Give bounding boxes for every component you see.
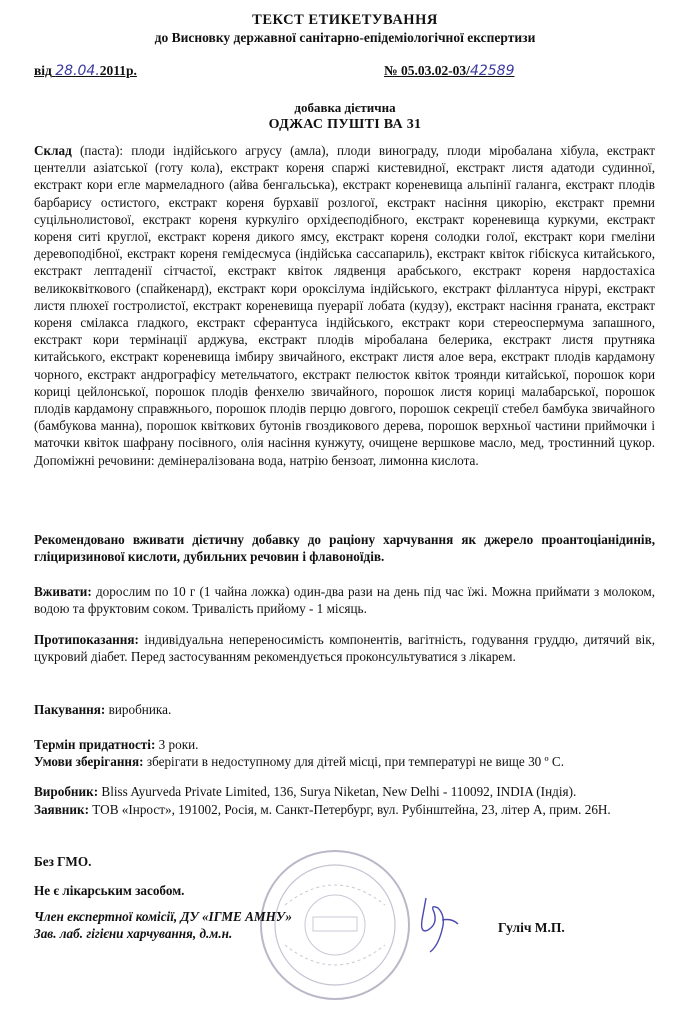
- usage-text: дорослим по 10 г (1 чайна ложка) один-два рази на день під час їжі. Можна приймати з молоком, водою та фруктовим соком. Тривалість прийому - 1 місяць.: [34, 584, 655, 617]
- product-name: ОДЖАС ПУШТІ ВА 31: [268, 117, 422, 132]
- date-prefix: від: [34, 63, 52, 78]
- producer-paragraph: [34, 783, 655, 800]
- not-drug-note: Не є лікарським засобом.: [34, 883, 185, 898]
- applicant-label: Заявник:: [34, 802, 89, 817]
- storage-label: Умови зберігання:: [34, 754, 144, 769]
- document-title: ТЕКСТ ЕТИКЕТУВАННЯ: [252, 12, 438, 28]
- signatory-position-1: Член експертної комісії, ДУ «ІГМЕ АМНУ»: [34, 909, 293, 924]
- packing-text: виробника.: [105, 702, 172, 717]
- conclusion-date: [34, 63, 137, 79]
- storage-paragraph: [34, 753, 655, 770]
- product-type: добавка дієтична: [294, 100, 396, 115]
- composition-text: (паста): плоди індійського агрусу (амла), плоди винограду, плоди міробалана хібула, екстракт центелли азіатської (готу кола), екстракт кореня спаржі кистевидної, екстракт листя адатоди судинної, екстракт кори егле мармеладного (айва бенгальська), екстракт кореневища альпінії галанга, екстракт плодів барбарису остистого, екстракт кореня бурхавії розлогої, екстракт насіння цикорію, екстракт премни суцільнолистової, екстракт кореня куркуліго орхідеєподібного, екстракт кореневища куркуми, екстракт кореня ситі круглої, екстракт кореня дикого ямсу, екстракт кореня солодки голої, екстракт кори гмеліни деревоподібної, екстракт кореня гемідесмуса (індійська сассапариль), екстракт квіток гібіскуса китайського, екстракт лептаденії сітчастої, екстракт квіток лядвенця арабського, екстракт кореня нардостахіса великоквіткового (спайкенард), екстракт кори ороксілума індійського, екстракт філлантуса нірурі, екстракт листя плюхеї гостролистої, екстракт кореневища пуерарії лобата (кудзу), екстракт насіння граната, екстракт кореня смілакса гладкого, екстракт сферантуса індійського, екстракт кори стереоспермума запашного, екстракт кори термінації арджува, екстракт плодів міробалана белерика, екстракт листя прутняка китайського, екстракт кореневища імбиру звичайного, екстракт листя алое вера, екстракт плодів кардамону чорного, екстракт андрографісу метельчатого, екстракт пелюсток квіток троянди китайської, порошок кори кориці цейлонської, порошок плодів фенхелю звичайного, порошок листя кориці малабарської, порошок плодів кардамону справжнього, порошок плодів перцю довгого, порошок секреції стебел бамбука звичайного (бамбукова манна), порошок квіткових бутонів гвоздикового дерева, порошок верхньої частини приймочки і маточки квіток шафрану посівного, олія насіння кунжуту, очищене вершкове масло, мед, тростинний цукор. Допоміжні речовини: демінералізована вода, натрію бензоат, лимонна кислота.: [34, 143, 655, 468]
- handwritten-date: 28.04.: [55, 63, 100, 79]
- storage-text: зберігати в недоступному для дітей місці, при температурі не вище 30 º С.: [143, 754, 565, 769]
- handwritten-number: 42589: [469, 63, 515, 79]
- producer-text: Bliss Ayurveda Private Limited, 136, Surya Niketan, New Delhi - 110092, INDIA (Індія).: [98, 784, 577, 799]
- contraindications-text: індивідуальна непереносимість компонентів, вагітність, годування груддю, дитячий вік, цукровий діабет. Перед застосуванням рекомендується проконсультуватися з лікарем.: [34, 632, 655, 665]
- handwritten-signature: [408, 890, 468, 960]
- applicant-paragraph: [34, 801, 655, 818]
- applicant-text: ТОВ «Інрост», 191002, Росія, м. Санкт-Петербург, вул. Рубінштейна, 23, літер А, прим. 26Н.: [89, 802, 611, 817]
- contraindications-paragraph: [34, 631, 655, 665]
- signatory-name: Гуліч М.П.: [498, 920, 565, 935]
- shelf-life-paragraph: [34, 736, 655, 753]
- packing-paragraph: [34, 701, 655, 718]
- document-subtitle: до Висновку державної санітарно-епідеміологічної експертизи: [154, 30, 536, 45]
- usage-label: Вживати:: [34, 584, 92, 599]
- shelf-life-label: Термін придатності:: [34, 737, 156, 752]
- round-stamp: [255, 845, 415, 1005]
- composition-paragraph: [34, 142, 655, 469]
- packing-label: Пакування:: [34, 702, 106, 717]
- usage-paragraph: [34, 583, 655, 617]
- signatory-position-2: Зав. лаб. гігієни харчування, д.м.н.: [34, 926, 233, 941]
- no-gmo-note: Без ГМО.: [34, 854, 92, 869]
- shelf-life-text: 3 роки.: [155, 737, 199, 752]
- composition-label: Склад: [34, 143, 72, 158]
- date-suffix: 2011р.: [99, 63, 137, 78]
- number-prefix: № 05.03.02-03/: [384, 63, 470, 78]
- contraindications-label: Протипоказання:: [34, 632, 139, 647]
- recommendation-paragraph: Рекомендовано вживати дієтичну добавку до раціону харчування як джерело проантоціанідинів, гліциризинової кислоти, дубильних речовин і флавоноїдів.: [34, 532, 655, 565]
- conclusion-number: [384, 63, 514, 79]
- producer-label: Виробник:: [34, 784, 99, 799]
